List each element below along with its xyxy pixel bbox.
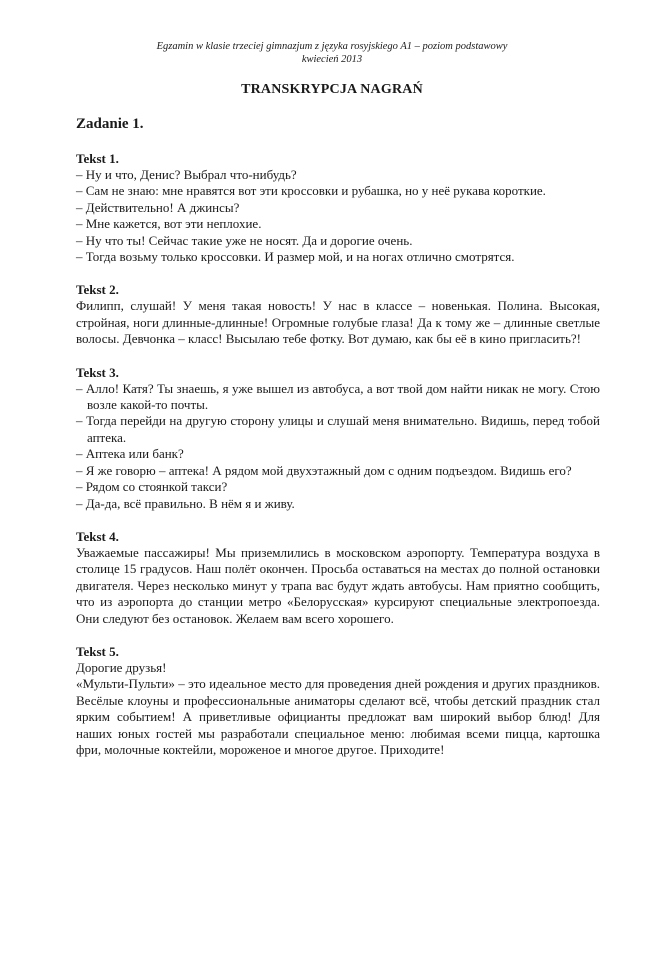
- tekst-2-title: Tekst 2.: [76, 282, 119, 298]
- task-heading: Zadanie 1.: [76, 116, 144, 132]
- tekst-4-title: Tekst 4.: [76, 528, 119, 544]
- dialogue-line: – Я же говорю – аптека! А рядом мой двухэтажный дом с одним подъездом. Видишь его?: [76, 462, 572, 478]
- tekst-5-title: Tekst 5.: [76, 643, 119, 659]
- dialogue-line: – Тогда перейди на другую сторону улицы и слушай меня внимательно. Видишь, перед тобой аптека.: [76, 413, 600, 445]
- tekst-4-paragraph: Уважаемые пассажиры! Мы приземлились в московском аэропорту. Температура воздуха в столице 15 градусов. Наш полёт окончен. Просьба оставаться на местах до полной остановки двигателя. Через несколько минут у трапа вас будут ждать автобусы. Нам приятно сообщить, что из аэропорта до станции метро «Белорусская» курсируют специальные электропоезда. Они следуют без остановок. Желаем вам всего хорошего.: [76, 544, 600, 626]
- dialogue-line: – Действительно! А джинсы?: [76, 199, 240, 215]
- tekst-1-title: Tekst 1.: [76, 151, 119, 166]
- dialogue-line: – Рядом со стоянкой такси?: [76, 479, 228, 495]
- tekst-1-section: [76, 151, 600, 265]
- tekst-5-paragraph: «Мульти-Пульти» – это идеальное место для проведения дней рождения и других праздников. Весёлые клоуны и профессиональные аниматоры сделают всё, чтобы детский праздник стал ярким событием! А приветливые официанты предложат вам широкий выбор блюд! Для наших юных гостей мы разработали специальное меню: любимая всеми пицца, картошка фри, молочные коктейли, мороженое и многое другое. Приходите!: [76, 676, 600, 757]
- dialogue-line: – Сам не знаю: мне нравятся вот эти кроссовки и рубашка, но у неё рукава короткие.: [76, 183, 546, 199]
- dialogue-line: – Мне кажется, вот эти неплохие.: [76, 216, 262, 232]
- document-title: TRANSKRYPCJA NAGRAŃ: [241, 82, 423, 97]
- tekst-4-section: [76, 529, 600, 627]
- dialogue-line: – Тогда возьму только кроссовки. И размер мой, и на ногах отлично смотрятся.: [76, 249, 515, 265]
- document-body: [76, 116, 600, 775]
- header-date-line: kwiecień 2013: [301, 54, 363, 65]
- dialogue-line: – Ну и что, Денис? Выбрал что-нибудь?: [76, 167, 297, 182]
- dialogue-line: – Ну что ты! Сейчас такие уже не носят. Да и дорогие очень.: [76, 232, 413, 248]
- tekst-3-title: Tekst 3.: [76, 364, 119, 380]
- tekst-2-section: [76, 282, 600, 347]
- tekst-2-paragraph: Филипп, слушай! У меня такая новость! У нас в классе – новенькая. Полина. Высокая, стройная, ноги длинные-длинные! Огромные голубые глаза! Да к тому же – длинные светлые волосы. Девчонка – класс! Высылаю тебе фотку. Вот думаю, как бы её в кино пригласить?!: [76, 298, 600, 347]
- dialogue-line: – Да-да, всё правильно. В нём я и живу.: [76, 495, 295, 511]
- page-header: [0, 40, 664, 66]
- tekst-5-section: [76, 644, 600, 758]
- tekst-5-greeting: Дорогие друзья!: [76, 659, 167, 675]
- dialogue-line: – Аптека или банк?: [76, 446, 184, 462]
- tekst-3-section: [76, 365, 600, 512]
- header-exam-line: Egzamin w klasie trzeciej gimnazjum z języka rosyjskiego A1 – poziom podstawowy: [156, 41, 508, 52]
- dialogue-line: – Алло! Катя? Ты знаешь, я уже вышел из автобуса, а вот твой дом найти никак не могу. Стою возле какой-то почты.: [76, 380, 600, 413]
